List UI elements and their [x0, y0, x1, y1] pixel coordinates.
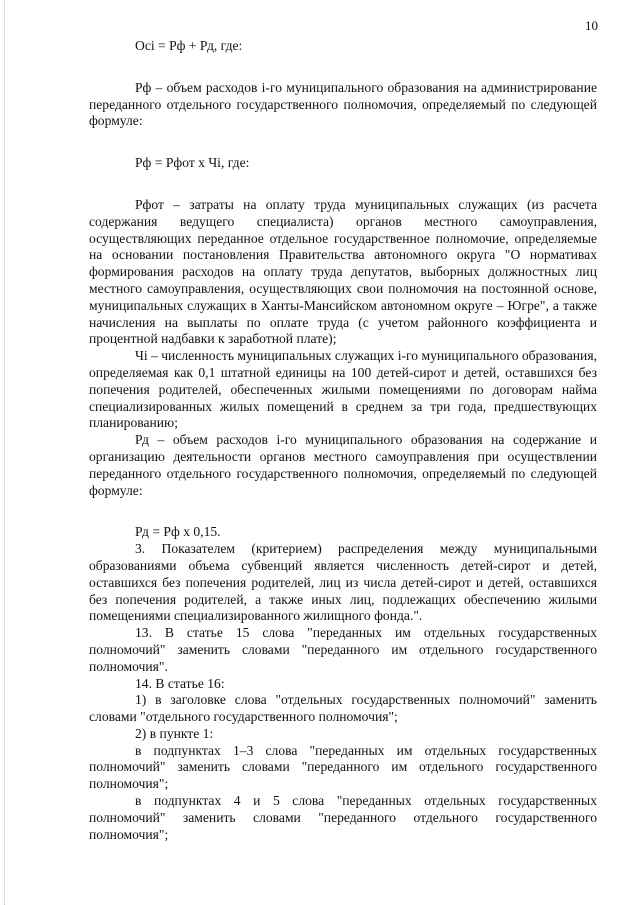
paragraph-item-14: 14. В статье 16:	[135, 675, 225, 691]
paragraph-chi-definition: Чi – численность муниципальных служащих i-го муниципального образования, определяемая как 0,1 штатной единицы на 100 детей-сирот и детей, оставшихся без попечения родителей, обеспеченных жилыми помещениями по договорам найма специализированных жилых помещений в среднем за три года, предшествующих планированию;	[89, 348, 597, 431]
paragraph-rf-definition: Рф – объем расходов i-го муниципального образования на администрирование переданного отдельного государственного полномочия, определяемый по следующей формуле:	[89, 79, 597, 129]
paragraph-item-3: 3. Показателем (критерием) распределения между муниципальными образованиями объема субвенций является численность детей-сирот и детей, оставшихся без попечения родителей, лиц из числа детей-сирот и детей, оставшихся без попечения родителей, а также иных лиц, подлежащих обеспечению жилыми помещениями специализированного жилищного фонда.".	[89, 541, 597, 624]
formula-osi: Осi = Рф + Рд, где:	[135, 38, 243, 53]
paragraph-subpoints-4-5: в подпунктах 4 и 5 слова "переданных отдельных государственных полномочий" заменить словами "переданного отдельного государственного полномочия";	[89, 793, 597, 842]
page-number: 10	[585, 18, 598, 33]
paragraph-item-13: 13. В статье 15 слова "переданных им отдельных государственных полномочий" заменить словами "переданного им отдельного государственного полномочия".	[89, 625, 597, 674]
paragraph-rd-definition: Рд – объем расходов i-го муниципального образования на содержание и организацию деятельности органов местного самоуправления при осуществлении переданного отдельного государственного полномочия, определяемый по следующей формуле:	[89, 432, 597, 498]
formula-rd: Рд = Рф х 0,15.	[135, 524, 221, 540]
paragraph-subitem-1: 1) в заголовке слова "отдельных государственных полномочий" заменить словами "отдельного государственного полномочия";	[89, 692, 597, 725]
formula-rf: Рф = Рфот х Чi, где:	[135, 155, 250, 171]
document-body	[89, 38, 597, 843]
paragraph-subpoints-1-3: в подпунктах 1–3 слова "переданных им отдельных государственных полномочий" заменить словами "переданного им отдельного государственного полномочия";	[89, 742, 597, 792]
scan-edge-divider	[4, 0, 6, 905]
paragraph-rfot-definition: Рфот – затраты на оплату труда муниципальных служащих (из расчета содержания ведущего специалиста) органов местного самоуправления, осуществляющих переданное отдельное государственное полномочие, определяемые на основании постановления Правительства автономного округа "О нормативах формирования расходов на оплату труда депутатов, выборных должностных лиц местного самоуправления, осуществляющих свои полномочия на постоянной основе, муниципальных служащих в Ханты-Мансийском автономном округе – Югре", а также начисления на выплаты по оплате труда (с учетом районного коэффициента и процентной надбавки к заработной плате);	[89, 196, 597, 347]
paragraph-subitem-2: 2) в пункте 1:	[135, 725, 214, 741]
